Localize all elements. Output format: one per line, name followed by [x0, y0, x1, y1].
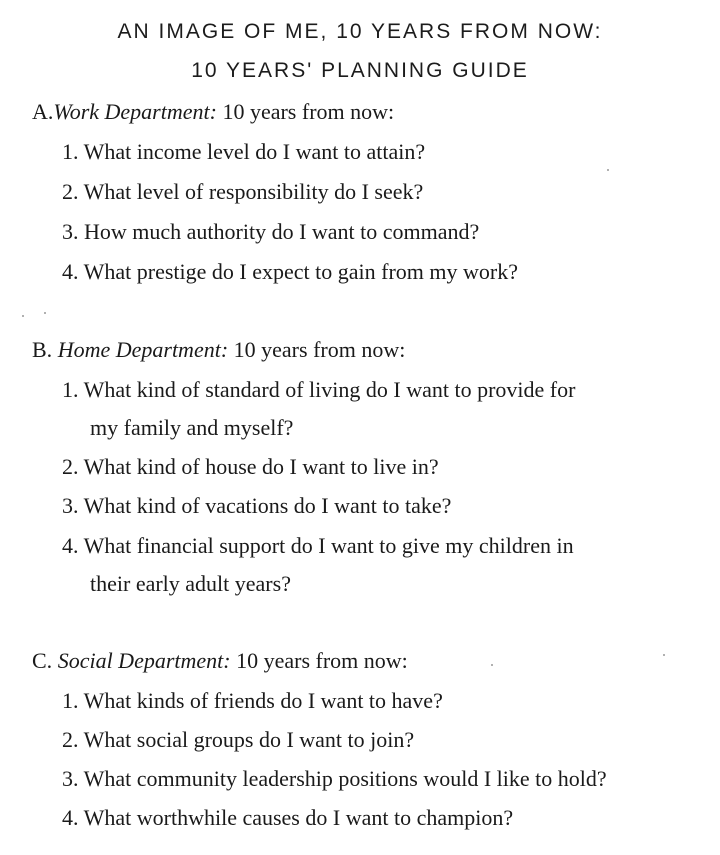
item-text: What prestige do I expect to gain from my work?	[83, 259, 518, 284]
item-text: What income level do I want to attain?	[83, 139, 426, 164]
list-item	[62, 766, 607, 792]
section-b-heading	[32, 337, 405, 363]
list-item	[62, 454, 439, 480]
item-text: What kind of house do I want to live in?	[83, 454, 439, 479]
item-text: What level of responsibility do I seek?	[83, 179, 424, 204]
item-number: 3.	[62, 219, 79, 244]
item-number: 2.	[62, 179, 79, 204]
item-number: 2.	[62, 727, 79, 752]
item-text: What community leadership positions would I like to hold?	[83, 766, 607, 791]
item-number: 1.	[62, 688, 79, 713]
item-text: What social groups do I want to join?	[83, 727, 415, 752]
section-c-heading	[32, 648, 408, 674]
section-letter: C.	[32, 648, 58, 673]
item-number: 3.	[62, 766, 79, 791]
item-number: 3.	[62, 493, 79, 518]
section-letter: B.	[32, 337, 58, 362]
section-name: Home Department:	[57, 337, 229, 362]
scan-speck	[663, 654, 665, 656]
section-name: Work Department:	[53, 99, 217, 124]
list-item	[62, 219, 479, 245]
scan-speck	[44, 312, 46, 314]
section-a-heading	[32, 99, 394, 125]
list-item	[62, 493, 451, 519]
scan-speck	[491, 664, 493, 666]
item-text: What worthwhile causes do I want to champion?	[83, 805, 514, 830]
item-number: 2.	[62, 454, 79, 479]
item-number: 1.	[62, 139, 79, 164]
page-title-line-1: AN IMAGE OF ME, 10 YEARS FROM NOW:	[117, 20, 603, 43]
item-text: What kind of standard of living do I want to provide for	[83, 377, 576, 402]
list-item	[62, 139, 425, 165]
list-item	[62, 727, 414, 753]
section-suffix: 10 years from now:	[216, 99, 395, 124]
scan-speck	[22, 315, 24, 317]
list-item	[62, 805, 513, 831]
item-text: How much authority do I want to command?	[84, 219, 480, 244]
section-name: Social Department:	[57, 648, 231, 673]
item-number: 4.	[62, 533, 79, 558]
page-title-line-2: 10 YEARS' PLANNING GUIDE	[191, 59, 529, 82]
item-text: What kinds of friends do I want to have?	[83, 688, 443, 713]
list-item-continuation: their early adult years?	[90, 571, 291, 596]
list-item	[62, 179, 423, 205]
section-suffix: 10 years from now:	[230, 648, 408, 673]
item-text: What financial support do I want to give my children in	[83, 533, 574, 558]
list-item-continuation: my family and myself?	[90, 415, 294, 440]
list-item	[62, 377, 575, 403]
item-number: 1.	[62, 377, 79, 402]
list-item	[62, 259, 518, 285]
section-letter: A.	[32, 99, 54, 124]
item-number: 4.	[62, 259, 79, 284]
list-item	[62, 688, 443, 714]
item-text: What kind of vacations do I want to take?	[83, 493, 452, 518]
list-item	[62, 533, 574, 559]
section-suffix: 10 years from now:	[228, 337, 406, 362]
scan-speck	[607, 169, 609, 171]
item-number: 4.	[62, 805, 79, 830]
